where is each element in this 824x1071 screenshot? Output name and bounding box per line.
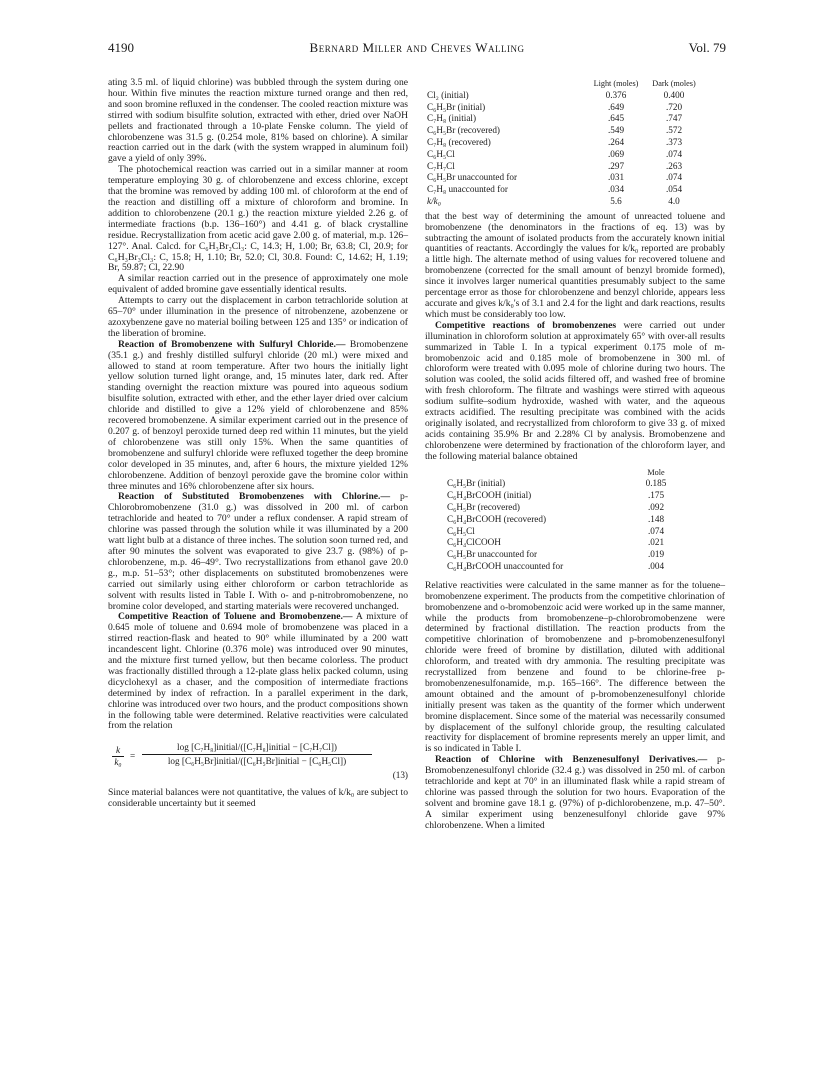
paragraph: Since material balances were not quantitative, the values of k/k₀ are subject to considerable uncertainty but it seemed — [108, 787, 408, 810]
material-balance-table — [445, 467, 685, 573]
table-header-row — [445, 467, 685, 479]
paragraph: ating 3.5 ml. of liquid chlorine) was bubbled through the system during one hour. Within five minutes the reaction mixture turned orange and then red, and soon bromine refluxed in the condenser. The cooled reaction mixture was stirred with sodium bisulfite solution, extracted with ether, dried over NaOH pellets and fractionated through a 10-plate Fenske column. The yield of chlorobenzene was 31.5 g. (0.254 mole, 81% based on chlorine). A similar reaction carried out in the dark (with the system wrapped in aluminum foil) gave a yield of only 39%. — [108, 77, 408, 165]
section-heading: Competitive Reaction of Toluene and Bromobenzene.— — [118, 611, 353, 623]
table-row: Cl₂ (initial) 0.376 0.400 — [427, 89, 685, 100]
lhs-denominator: k₀ — [114, 757, 122, 768]
left-column — [108, 78, 408, 810]
table-row: C₆H₅Cl .074 — [447, 525, 665, 536]
table-row: C₆H₅Br unaccounted for .031 .074 — [427, 172, 683, 183]
table-row: C₇H₇Cl .297 .263 — [427, 160, 683, 171]
table-row: C₆H₄BrCOOH (initial) .175 — [447, 490, 665, 501]
table-row: C₆H₅Br unaccounted for .019 — [447, 549, 665, 560]
table-row: C₆H₄ClCOOH .021 — [447, 537, 665, 548]
table-row: C₆H₅Cl .069 .074 — [427, 148, 683, 159]
table-row: C₆H₄BrCOOH unaccounted for .004 — [447, 560, 665, 571]
column-header-mole: Mole — [647, 467, 665, 477]
equation-lhs — [112, 745, 124, 768]
table-row: C₇H₈ (initial) .645 .747 — [427, 113, 683, 124]
rhs-fraction-bar — [142, 754, 372, 755]
section-text: A mixture of 0.645 mole of toluene and 0.694 mole of bromobenzene was placed in a stirred reaction-flask and heated to 90° while illuminated by a 200 watt incandescent light. Chlorine (0.376 mole) was introduced over 90 minutes, and the mixture first turned yellow, but then became colorless. The product was fractionally distilled through a 12-plate glass helix packed column, using dicyclohexyl as a chaser, and the composition of intermediate fractions determined by index of refraction. In a parallel experiment in the dark, chlorine was introduced over two hours, and the product compositions shown in the following table were determined. Relative reactivities were calculated from the relation — [108, 611, 409, 732]
equation-rhs — [142, 742, 372, 767]
table-header-row — [425, 78, 703, 90]
table-row: C₆H₄BrCOOH (recovered) .148 — [447, 513, 665, 524]
rhs-numerator: log [C₇H₈]initial/([C₇H₈]initial − [C₇H₇Cl]) — [177, 742, 337, 753]
section-heading: Reaction of Substituted Bromobenzenes with Chlorine.— — [118, 491, 391, 503]
section-paragraph — [108, 340, 408, 493]
section-heading: Competitive reactions of bromobenzenes — [435, 319, 617, 331]
page-number: 4190 — [108, 40, 134, 55]
section-text: p-Chlorobromobenzene (31.0 g.) was dissolved in 200 ml. of carbon tetrachloride and heated to 70° under a reflux condenser. A rapid stream of chlorine was passed through the solution while it was illuminated by a 200 watt light bulb at a distance of three inches. The solution soon turned red, and after 90 minutes the solvent was evaporated to give 23.7 g. (98%) of p-chlorobenzene, m.p. 46–49°. Two recrystallizations from ethanol gave 20.0 g., m.p. 51–53°; other displacements on substituted bromobenzenes were carried out similarly using either chloroform or carbon tetrachloride as solvent with results listed in Table I. With o- and p-nitrobromobenzene, no bromine color developed, and starting materials were recovered unchanged. — [108, 491, 409, 612]
column-header-light: Light (moles) — [593, 79, 639, 88]
section-paragraph — [425, 321, 725, 463]
section-text: Bromobenzene (35.1 g.) and freshly distilled sulfuryl chloride (20 ml.) were mixed and allowed to stand at room temperature. After two hours the initially light yellow solution turned light orange, and, 15 minutes later, dark red. After standing overnight the reaction mixture was poured into aqueous sodium bisulfite solution, extracted with ether, and the ether layer dried over calcium chloride and distilled to give a 12% yield of chlorobenzene and 85% recovered bromobenzene. A similar experiment carried out in the presence of 0.207 g. of benzoyl peroxide turned deep red within 11 minutes, but the yield of chlorobenzene was still only 15%. When the same quantities of bromobenzene and sulfuryl chloride were refluxed together the deep bromine color developed in 35 minutes, and, after 6 hours, the mixture yielded 12% chlorobenzene. Addition of benzoyl peroxide gave the bromine color within three minutes and 16% chlorobenzene after six hours. — [108, 338, 408, 492]
table-row: C₆H₅Br (recovered) .549 .572 — [427, 125, 683, 136]
equation-13 — [108, 742, 408, 782]
running-header — [108, 40, 726, 60]
table-row: C₆H₅Br (recovered) .092 — [447, 502, 665, 512]
table-row: C₇H₈ (recovered) .264 .373 — [427, 136, 683, 147]
section-paragraph — [108, 492, 408, 612]
section-paragraph — [425, 755, 725, 831]
paragraph: A similar reaction carried out in the presence of approximately one mole equivalent of added bromine gave essentially identical results. — [108, 273, 408, 296]
lhs-numerator: k — [115, 745, 121, 756]
paragraph: Attempts to carry out the displacement in carbon tetrachloride solution at 65–70° under illumination in the presence of nitrobenzene, azobenzene or azoxybenzene gave no material boiling between 125 and 135° or indication of the liberation of bromine. — [108, 295, 408, 339]
paragraph: Relative reactivities were calculated in the same manner as for the toluene–bromobenzene experiment. The products from the competitive chlorination of bromobenzene and o-bromobenzoic acid were worked up in the same manner, while the products from bromobenzene–p-chlorobromobenzene were determined by fractional distillation. The reaction products from the competitive chlorination of bromobenzene and p-bromobenzenesulfonyl chloride were freed of bromine by distillation, diluted with additional chloroform, and treated with dry ammonia. The resulting precipitate was recrystallized from benzene and found to be chlorine-free p-bromobenzenesulfonamide, m.p. 165–166°. The difference between the amount obtained and the amount of p-bromobenzenesulfonyl chloride initially present was taken as the quantity of the former which underwent bromine displacement. Since some of the material was necessarily consumed by displacement of the sulfonyl chloride group, the resulting calculated reactivity for displacement of bromine represents merely an upper limit, and is so indicated in Table I. — [425, 579, 725, 755]
equation-number: (13) — [392, 770, 408, 781]
paragraph: that the best way of determining the amount of unreacted toluene and bromobenzene (the denominators in the fractions of eq. 13) was by subtracting the amount of isolated products from the accurately known initial quantities of reactants. Accordingly the values for k/k₀ reported are probably a little high. The alternate method of using values for recovered toluene and bromobenzene (corrected for the small amount of benzyl bromide formed), since it involves larger numerical quantities presumably subject to the same percentage error as those for chlorobenzene and benzyl chloride, appears less accurate and gives k/k₀'s of 3.1 and 2.4 for the light and dark reactions, results which must be considerably too low. — [425, 210, 725, 320]
table-row: k/k₀ 5.6 4.0 — [427, 195, 680, 206]
table-row: C₇H₈ unaccounted for .034 .054 — [427, 184, 683, 195]
section-paragraph — [108, 612, 408, 732]
paragraph: The photochemical reaction was carried out in a similar manner at room temperature employing 30 g. of chlorobenzene and excess chlorine, except that the bromine was removed by adding 100 ml. of chloroform at the end of the reaction and distilling off a mixture of chloroform and bromine. In addition to chlorobenzene (20.1 g.) the reaction mixture yielded 2.26 g. of intermediate fractions (b.p. 136–160°) and 4.41 g. of black crystalline residue. Recrystallization from acetic acid gave 2.00 g. of material, m.p. 126–127°. Anal. Calcd. for C₆H₃Br₂Cl₃: C, 14.3; H, 1.00; Br, 63.8; Cl, 20.9; for C₆H₃Br₃Cl₃: C, 15.8; H, 1.10; Br, 52.0; Cl, 30.8. Found: C, 14.62; H, 1.19; Br, 59.87; Cl, 22.90 — [108, 164, 408, 274]
equals-sign: = — [130, 751, 136, 762]
table-row: C₆H₅Br (initial) .649 .720 — [427, 101, 683, 112]
right-column — [425, 78, 725, 832]
table-row: C₆H₅Br (initial) 0.185 — [447, 478, 667, 489]
running-title: Bernard Miller and Cheves Walling — [309, 40, 525, 55]
column-header-dark: Dark (moles) — [652, 79, 696, 88]
volume-label: Vol. 79 — [688, 40, 726, 55]
section-heading: Reaction of Bromobenzene with Sulfuryl Chloride.— — [118, 338, 346, 350]
section-heading: Reaction of Chlorine with Benzenesulfonyl Derivatives.— — [435, 754, 708, 766]
section-text: were carried out under illumination in chloroform solution at approximately 65° with over-all results summarized in Table I. In a typical experiment 0.175 mole of m-bromobenzoic acid and 0.185 mole of bromobenzene in 300 ml. of chloroform were treated with 0.095 mole of chlorine during two hours. The solution was cooled, the solid acids filtered off, and washed free of bromine with fresh chloroform. The filtrate and washings were stirred with aqueous sodium sulfite–sodium hydroxide, washed with water, and the aqueous extracts acidified. The resulting precipitate was combined with the acids originally isolated, and recrystallized from chloroform to give 33 g. of mixed acids containing 35.9% Br and 2.28% Cl by analysis. Bromobenzene and chlorobenzene were determined by fractionation of the chloroform layer, and the following material balance obtained — [425, 319, 725, 462]
rhs-denominator: log [C₆H₅Br]initial/([C₆H₅Br]initial − [C₆H₅Cl]) — [167, 756, 347, 767]
section-text: p-Bromobenzenesulfonyl chloride (32.4 g.) was dissolved in 250 ml. of carbon tetrachloride and kept at 70° in an illuminated flask while a rapid stream of chlorine was passed through the solution for two hours. Evaporation of the solvent and bromine gave 18.1 g. (97%) of p-dichlorobenzene, m.p. 47–50°. A similar experiment using benzenesulfonyl chloride gave 97% chlorobenzene. When a limited — [425, 754, 726, 831]
toluene-bromobenzene-table — [425, 78, 703, 208]
